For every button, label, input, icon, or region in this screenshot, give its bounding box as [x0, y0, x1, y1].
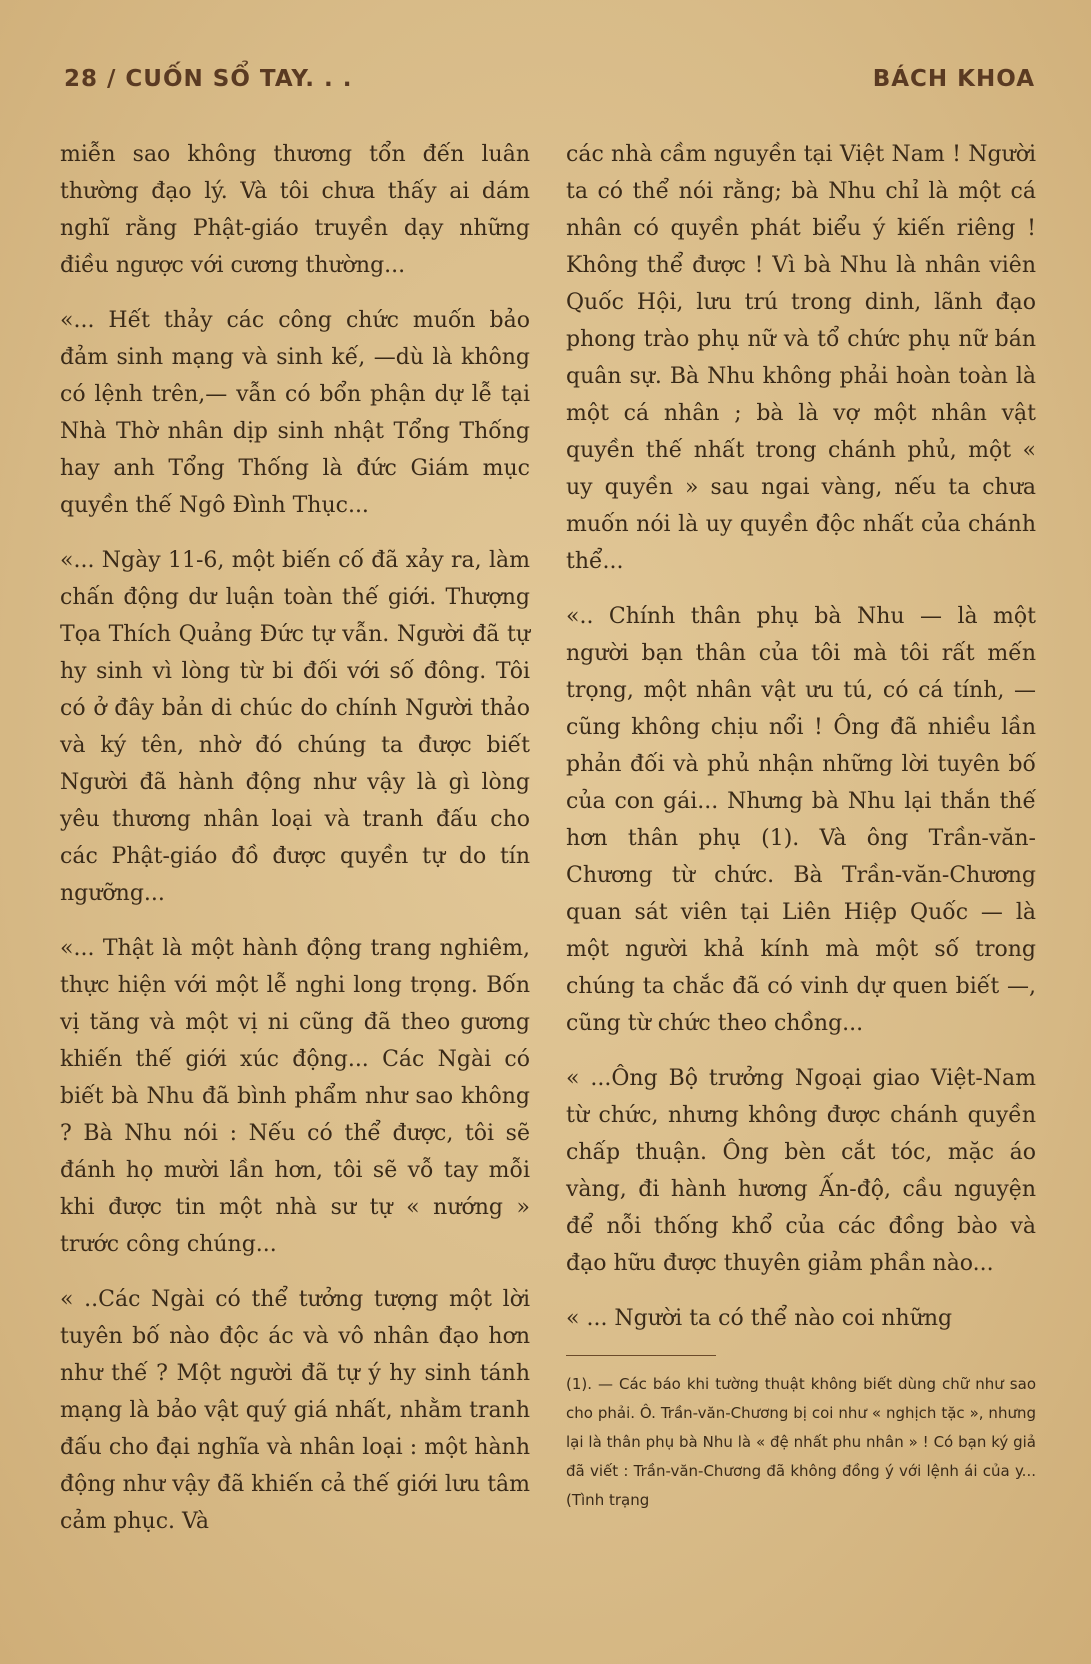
paragraph: «.. Chính thân phụ bà Nhu — là một người bạn thân của tôi mà tôi rất mến trọng, một nhân vật ưu tú, có cá tính, — cũng không chịu nổi ! Ông đã nhiều lần phản đối và phủ nhận những lời tuyên bố của con gái... Nhưng bà Nhu lại thắn thế hơn thân phụ (1). Và ông Trần-văn-Chương từ chức. Bà Trần-văn-Chương quan sát viên tại Liên Hiệp Quốc — là một người khả kính mà một số trong chúng ta chắc đã có vinh dự quen biết —, cũng từ chức theo chồng...: [566, 604, 1036, 1036]
footnote: (1). — Các báo khi tường thuật không biết dùng chữ như sao cho phải. Ô. Trần-văn-Chương bị coi như « nghịch tặc », nhưng lại là thân phụ bà Nhu là « đệ nhất phu nhân » ! Có bạn ký giả đã viết : Trần-văn-Chương đã không đồng ý với lệnh ái của y... (Tình trạng: [566, 1375, 1036, 1509]
paragraph: miễn sao không thương tổn đến luân thường đạo lý. Và tôi chưa thấy ai dám nghĩ rằng Phật-giáo truyền dạy những điều ngược với cương thường...: [60, 142, 530, 278]
right-column: [566, 136, 1036, 1515]
paragraph: « ..Các Ngài có thể tưởng tượng một lời tuyên bố nào độc ác và vô nhân đạo hơn như thế ? Một người đã tự ý hy sinh tánh mạng là bảo vật quý giá nhất, nhằm tranh đấu cho đại nghĩa và nhân loại : một hành động như vậy đã khiến cả thế giới lưu tâm cảm phục. Và: [60, 1287, 531, 1534]
paragraph: các nhà cầm nguyền tại Việt Nam ! Người ta có thể nói rằng; bà Nhu chỉ là một cá nhân có quyền phát biểu ý kiến riêng ! Không thể được ! Vì bà Nhu là nhân viên Quốc Hội, lưu trú trong dinh, lãnh đạo phong trào phụ nữ và tổ chức phụ nữ bán quân sự. Bà Nhu không phải hoàn toàn là một cá nhân ; bà là vợ một nhân vật quyền thế nhất trong chánh phủ, một « uy quyền » sau ngai vàng, nếu ta chưa muốn nói là uy quyền độc nhất của chánh thể...: [566, 142, 1036, 574]
header-page-number-title: 28 / CUỐN SỔ TAY. . .: [64, 66, 353, 92]
header-magazine-name: BÁCH KHOA: [872, 66, 1035, 92]
paragraph: «... Hết thảy các công chức muốn bảo đảm sinh mạng và sinh kế, —dù là không có lệnh trên,— vẫn có bổn phận dự lễ tại Nhà Thờ nhân dịp sinh nhật Tổng Thống hay anh Tổng Thống là đức Giám mục quyền thế Ngô Đình Thục...: [60, 308, 530, 518]
paragraph: «... Thật là một hành động trang nghiêm, thực hiện với một lễ nghi long trọng. Bốn vị tăng và một vị ni cũng đã theo gương khiến thế giới xúc động... Các Ngài có biết bà Nhu đã bình phẩm như sao không ? Bà Nhu nói : Nếu có thể được, tôi sẽ đánh họ mười lần hơn, tôi sẽ vỗ tay mỗi khi được tin một nhà sư tự « nướng » trước công chúng...: [60, 936, 530, 1257]
paragraph: « ... Người ta có thể nào coi những: [566, 1306, 953, 1331]
paragraph: « ...Ông Bộ trưởng Ngoại giao Việt-Nam từ chức, nhưng không được chánh quyền chấp thuận. Ông bèn cắt tóc, mặc áo vàng, đi hành hương Ấn-độ, cầu nguyện để nỗi thống khổ của các đồng bào và đạo hữu được thuyên giảm phần nào...: [566, 1066, 1036, 1276]
page-header: [64, 66, 1035, 106]
footnote-divider: [566, 1355, 716, 1356]
left-column: [60, 136, 530, 1558]
paragraph: «... Ngày 11-6, một biến cố đã xảy ra, làm chấn động dư luận toàn thế giới. Thượng Tọa Thích Quảng Đức tự vẫn. Người đã tự hy sinh vì lòng từ bi đối với số đông. Tôi có ở đây bản di chúc do chính Người thảo và ký tên, nhờ đó chúng ta được biết Người đã hành động như vậy là gì lòng yêu thương nhân loại và tranh đấu cho các Phật-giáo đồ được quyền tự do tín ngưỡng...: [60, 548, 530, 906]
